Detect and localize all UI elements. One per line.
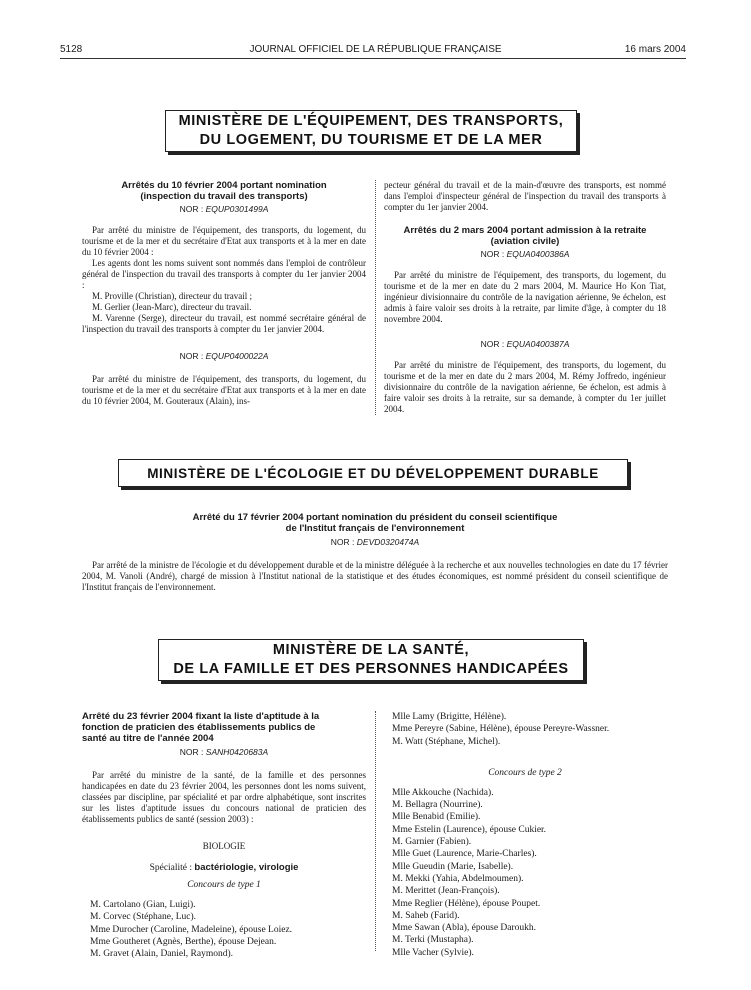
arrete-vanoli-title	[82, 512, 668, 534]
list-item: M. Garnier (Fabien).	[392, 837, 472, 848]
list-item: Mme Sawan (Abla), épouse Daroukh.	[392, 923, 537, 934]
list-item: M. Saheb (Farid).	[392, 910, 460, 921]
equipement-right-column	[384, 180, 666, 415]
list-item: Mme Goutheret (Agnès, Berthe), épouse Dejean.	[90, 936, 277, 947]
ministry-ecologie-box	[118, 459, 628, 487]
column-divider	[375, 180, 376, 415]
list-item: M. Terki (Mustapha).	[392, 935, 474, 946]
equipement-left-column	[82, 180, 366, 407]
arrete-inspection-title-line2: (inspection du travail des transports)	[140, 191, 308, 202]
arrete-gouteraux-nor	[82, 351, 366, 362]
nor-code: DEVD0320474A	[356, 537, 420, 547]
issue-date: 16 mars 2004	[624, 44, 686, 55]
nor-code: EQUA0400386A	[506, 249, 570, 259]
paragraph: M. Varenne (Serge), directeur du travail, est nommé secrétaire général de l'inspection du travail des transports à compter du 1er janvier 2004.	[82, 313, 366, 334]
nor-label: NOR :	[480, 339, 505, 349]
arrete-aptitude-title-line2: fonction de praticien des établissements publics de	[82, 722, 316, 733]
arrete-aptitude-title-line1: Arrêté du 23 février 2004 fixant la liste d'aptitude à la	[82, 711, 320, 722]
arrete-inspection-nor	[82, 204, 366, 215]
arrete-joffredo-nor	[384, 339, 666, 350]
ministry-ecologie-line1: MINISTÈRE DE L'ÉCOLOGIE ET DU DÉVELOPPEMENT DURABLE	[147, 465, 599, 481]
nor-code: EQUP0301499A	[205, 204, 269, 214]
list-item: M. Watt (Stéphane, Michel).	[392, 736, 501, 747]
arrete-aptitude-title-line3: santé au titre de l'année 2004	[82, 733, 214, 744]
page-number: 5128	[60, 44, 83, 55]
list-item: Mme Pereyre (Sabine, Hélène), épouse Pereyre-Wassner.	[392, 724, 610, 735]
concours-type1-list-continued	[384, 711, 666, 748]
concours-type2-list	[384, 787, 666, 959]
arrete-retraite-title	[384, 225, 666, 247]
arrete-vanoli-nor	[82, 537, 668, 547]
arrete-aptitude-title	[82, 711, 366, 744]
nor-label: NOR :	[179, 204, 204, 214]
sante-right-column	[384, 711, 666, 959]
paragraph: Les agents dont les noms suivent sont nommés dans l'emploi de contrôleur général de l'inspection du travail des transports à compter du 1er janvier 2004 :	[82, 258, 366, 290]
list-item: Mlle Vacher (Sylvie).	[392, 947, 474, 958]
paragraph: Par arrêté du ministre de l'équipement, des transports, du logement, du tourisme et de la mer en date du 2 mars 2004, M. Maurice Ho Kon Tiat, ingénieur divisionnaire du contrôle de la navigation aérienne, 9e échelon, est admis à faire valoir ses droits à la retraite, par limite d'âge, à compter du 18 novembre 2004.	[384, 270, 666, 324]
speciality-heading	[82, 862, 366, 874]
list-item: M. Bellagra (Nourrine).	[392, 800, 483, 811]
list-item: M. Merittet (Jean-François).	[392, 886, 500, 897]
list-item: Mme Reglier (Hélène), épouse Poupet.	[392, 898, 541, 909]
ministry-equipement-box	[165, 110, 577, 152]
list-item: M. Gravet (Alain, Daniel, Raymond).	[90, 949, 233, 960]
arrete-inspection-title	[82, 180, 366, 202]
list-item: M. Mekki (Yahia, Abdelmoumen).	[392, 873, 524, 884]
paragraph: Par arrêté du ministre de la santé, de la famille et des personnes handicapées en date du 23 février 2004, les personnes dont les noms suivent, classées par discipline, par spécialité et par ordre alphabétique, sont inscrites sur les listes d'aptitude issues du concours national de praticien des établissements publics de santé (session 2003) :	[82, 770, 366, 824]
arrete-retraite-nor	[384, 249, 666, 260]
arrete-retraite-title-line2: (aviation civile)	[490, 236, 560, 247]
sante-left-column	[82, 711, 366, 960]
nor-code: SANH0420683A	[205, 747, 269, 757]
nor-label: NOR :	[330, 537, 355, 547]
list-item: Mlle Gueudin (Marie, Isabelle).	[392, 861, 514, 872]
arrete-vanoli-title-line2: de l'Institut français de l'environnement	[285, 523, 465, 534]
discipline-heading: BIOLOGIE	[202, 841, 246, 851]
paragraph: Par arrêté du ministre de l'équipement, des transports, du logement, du tourisme et de la mer et du secrétaire d'Etat aux transports et à la mer en date du 10 février 2004, M. Gouteraux (Alain), ins-	[82, 374, 366, 406]
concours-type2-heading: Concours de type 2	[488, 767, 562, 778]
paragraph: Par arrêté du ministre de l'équipement, des transports, du logement, du tourisme et de la mer en date du 2 mars 2004, M. Rémy Joffredo, ingénieur divisionnaire du contrôle de la navigation aérienne, 6e échelon, est admis à faire valoir ses droits à la retraite, sur sa demande, à compter du 1er juillet 2004.	[384, 360, 666, 414]
list-item: M. Corvec (Stéphane, Luc).	[90, 912, 197, 923]
ministry-sante-box	[158, 639, 584, 681]
list-item: Mlle Benabid (Emilie).	[392, 812, 481, 823]
list-item: M. Cartolano (Gian, Luigi).	[90, 900, 196, 910]
nor-label: NOR :	[179, 351, 204, 361]
list-item: Mme Estelin (Laurence), épouse Cukier.	[392, 824, 547, 835]
journal-title: JOURNAL OFFICIEL DE LA RÉPUBLIQUE FRANÇAISE	[249, 44, 502, 55]
paragraph: pecteur général du travail et de la main-d'œuvre des transports, est nommé dans l'emploi d'inspecteur général de l'inspection du travail des transports à compter du 1er janvier 2004.	[384, 180, 666, 212]
arrete-vanoli-title-line1: Arrêté du 17 février 2004 portant nomination du président du conseil scientifique	[192, 512, 558, 523]
header-rule	[60, 58, 686, 59]
ecologie-body	[82, 560, 668, 593]
paragraph: Par arrêté de la ministre de l'écologie et du développement durable et de la ministre déléguée à la recherche et aux nouvelles technologies en date du 17 février 2004, M. Vanoli (André), chargé de mission à l'Institut national de la statistique et des études économiques, est nommé président du conseil scientifique de l'Institut français de l'environnement.	[82, 560, 668, 592]
concours-type1-heading: Concours de type 1	[187, 880, 261, 890]
list-item: Mlle Guet (Laurence, Marie-Charles).	[392, 849, 537, 860]
list-item: Mme Durocher (Caroline, Madeleine), épouse Loiez.	[90, 924, 293, 935]
speciality-value: bactériologie, virologie	[194, 862, 299, 873]
nor-label: NOR :	[179, 747, 204, 757]
nor-code: EQUP0400022A	[205, 351, 269, 361]
arrete-inspection-title-line1: Arrêtés du 10 février 2004 portant nomination	[121, 180, 327, 191]
list-item: Mlle Lamy (Brigitte, Hélène).	[392, 712, 507, 722]
list-item: Mlle Akkouche (Nachida).	[392, 787, 494, 798]
speciality-label: Spécialité :	[149, 863, 193, 873]
concours-type1-list	[82, 899, 366, 960]
ministry-equipement-line1: MINISTÈRE DE L'ÉQUIPEMENT, DES TRANSPORTS,	[178, 113, 564, 129]
paragraph: M. Gerlier (Jean-Marc), directeur du travail.	[92, 302, 252, 312]
nor-label: NOR :	[480, 249, 505, 259]
paragraph: M. Proville (Christian), directeur du travail ;	[92, 291, 252, 301]
arrete-retraite-title-line1: Arrêtés du 2 mars 2004 portant admission à la retraite	[403, 225, 647, 236]
ministry-equipement-line2: DU LOGEMENT, DU TOURISME ET DE LA MER	[199, 132, 543, 148]
arrete-aptitude-nor	[82, 747, 366, 758]
ministry-sante-line2: DE LA FAMILLE ET DES PERSONNES HANDICAPÉES	[173, 661, 569, 677]
ministry-sante-line1: MINISTÈRE DE LA SANTÉ,	[272, 642, 470, 658]
paragraph: Par arrêté du ministre de l'équipement, des transports, du logement, du tourisme et de la mer et du secrétaire d'Etat aux transports et à la mer en date du 10 février 2004 :	[82, 225, 366, 257]
nor-code: EQUA0400387A	[506, 339, 570, 349]
column-divider	[375, 711, 376, 951]
